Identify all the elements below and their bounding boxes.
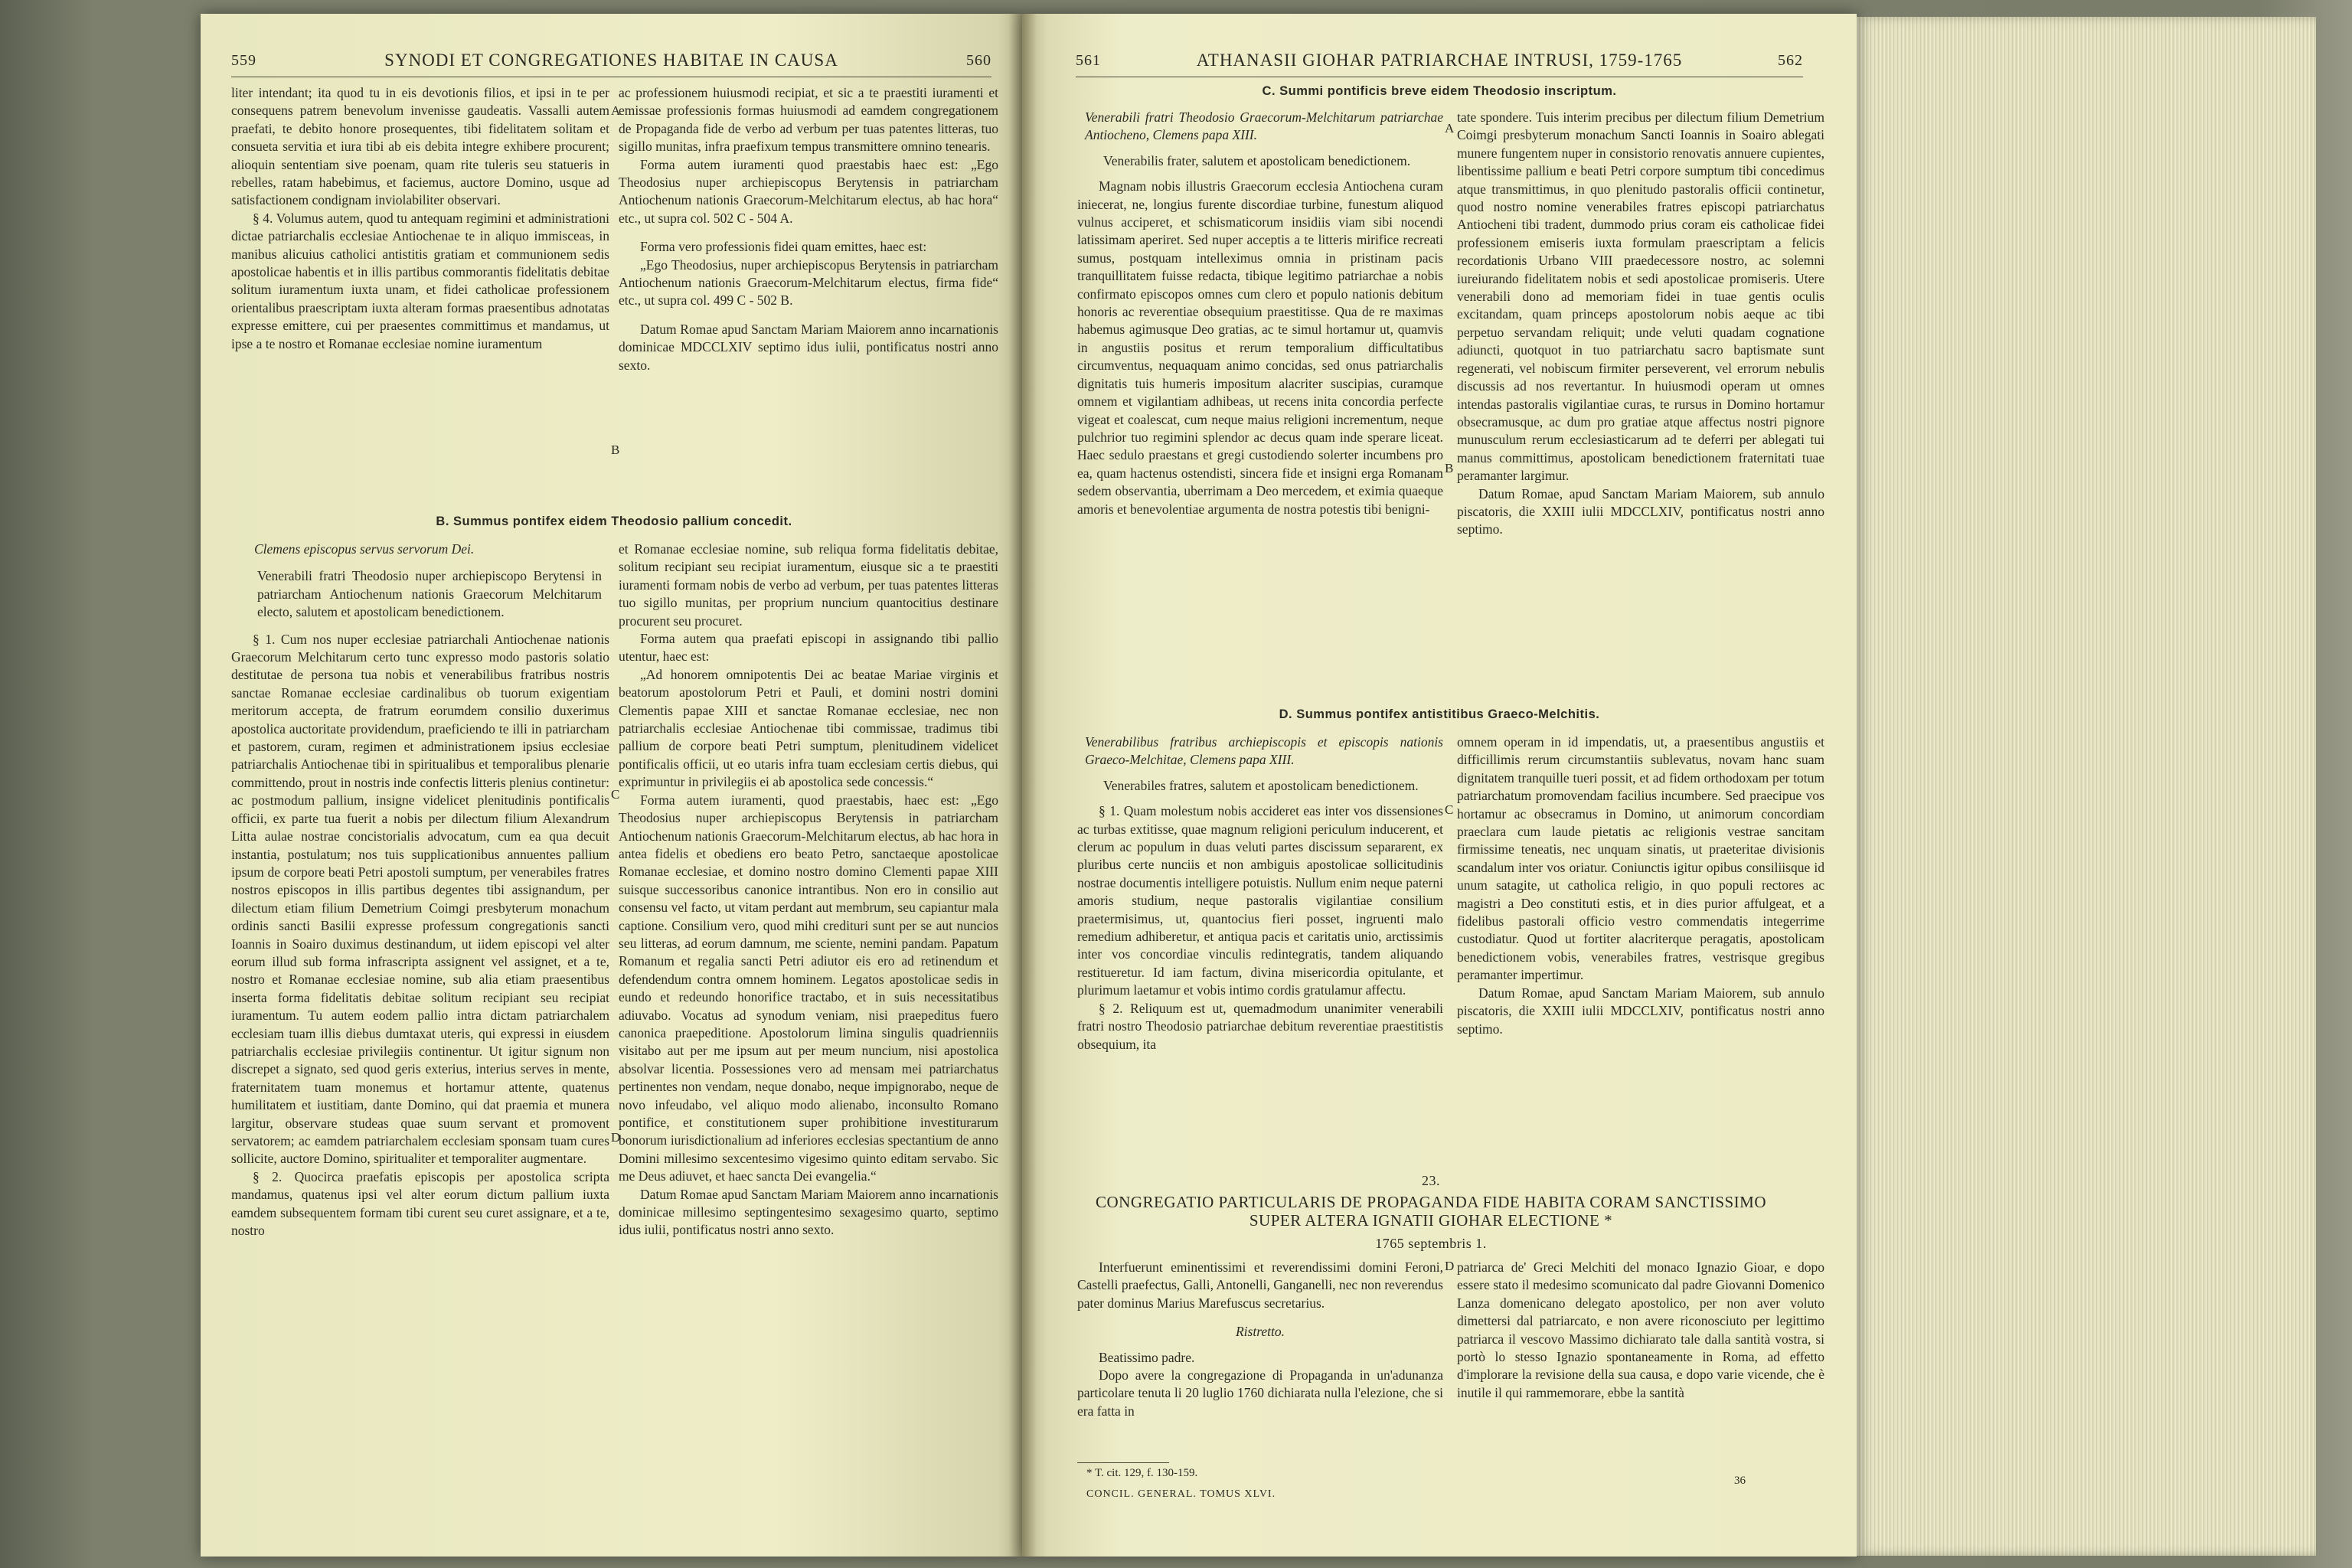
page-number-559: 559 xyxy=(231,52,256,69)
paragraph-attendees: Interfuerunt eminentissimi et reverendissimi domini Feroni, Castelli praefectus, Galli, Antonelli, Ganganelli, nec non reverendus pater dominus Marius Marefuscus secretarius. xyxy=(1077,1259,1443,1311)
salutation-beatissimo: Beatissimo padre. xyxy=(1099,1349,1195,1365)
paragraph: „Ego Theodosius, nuper archiepiscopus Berytensis in patriarcham Antiochenum nationis Graecorum-Melchitarum electus, firma fide“ etc., ut supra col. 499 C - 502 B. xyxy=(619,256,998,309)
section-c-title: C. Summi pontificis breve eidem Theodosio inscriptum. xyxy=(1262,84,1617,98)
section-b-author: Clemens episcopus servus servorum Dei. xyxy=(254,541,475,557)
paragraph: Forma autem qua praefati episcopi in assignando tibi pallio utentur, haec est: xyxy=(619,631,998,665)
date-line: Datum Romae apud Sanctam Mariam Maiorem anno incarnationis dominicae millesimo septingentesimo sexagesimo quarto, septimo idus iulii, pontificatus nostri anno sexto. xyxy=(619,1186,998,1238)
left-column-1-top xyxy=(231,84,609,353)
page-number-561: 561 xyxy=(1076,52,1101,69)
date-line: Datum Romae, apud Sanctam Mariam Maiorem, sub annulo piscatoris, die XXIII iulii MDCCLXIV, pontificatus nostri anno septimo. xyxy=(1457,485,1824,537)
date-line: Datum Romae, apud Sanctam Mariam Maiorem, sub annulo piscatoris, die XXIII iulii MDCCLXIV, pontificatus nostri anno septimo. xyxy=(1457,985,1824,1037)
right-column-2-c xyxy=(1457,109,1824,539)
ristretto-heading: Ristretto. xyxy=(1235,1324,1285,1340)
running-title-right: ATHANASII GIOHAR PATRIARCHAE INTRUSI, 1759-1765 xyxy=(1196,51,1683,70)
section-d-title: D. Summus pontifex antistitibus Graeco-Melchitis. xyxy=(1279,707,1600,721)
paragraph: ac professionem huiusmodi recipiat, et sic a te praestiti iuramenti et emissae professionis formas huiusmodi ad eamdem congregationem de Propaganda fide de verbo ad verbum per tuas patentes litteras, tuo sigillo munitas, infra praefixum tempus transmittere omnino tenearis. xyxy=(619,85,998,155)
date-line: Datum Romae apud Sanctam Mariam Maiorem anno incarnationis dominicae MDCCLXIV septimo idus iulii, pontificatus nostri anno sexto. xyxy=(619,321,998,373)
book-spine-shadow xyxy=(1009,14,1037,1557)
left-page xyxy=(201,14,1022,1557)
paragraph: liter intendant; ita quod tu in eis devotionis filios, et ipsi in te per consequens patrem benevolum invenisse gaudeatis. Vassalli autem praefati, te debito honore prosequentes, tibi fidelitatem solitam et consueta servitia et iura tibi ab eis debita integre exhibere procurent; alioquin sententiam sive poenam, quam rite tuleris seu statueris in rebelles, ratam habebimus, et faciemus, auctore Domino, usque ad satisfactionem condignam inviolabiliter observari. xyxy=(231,85,609,208)
book-page-edges xyxy=(1857,17,2316,1556)
paragraph: Magnam nobis illustris Graecorum ecclesia Antiochena curam iniecerat, ne, longius furente discordiae turbine, funestum aliquod vulnus acciperet, et schismaticorum insidiis viam sibi nocendi latissimam aperiret. Sed nuper acceptis a te litteris mirifice recreati sumus, postquam intelleximus omnia in pristinam pacis tranquillitatem fuisse redacta, tibique legitimo patriarchae a nobis confirmato episcopos omnes cum clero et populo nationis debitum honoris ac reverentiae obsequium praestitisse. Qua de re maximas habemus agimusque Deo gratias, ac te simul hortamur ut, quamvis in angustiis positus et rerum temporalium difficultatibus circumventus, nequaquam animo concidas, sed onus patriarchalis dignitatis tuis humeris impositum alacriter suscipias, curamque omnem et vigilantiam adhibeas, ut recens inita concordia perfecte vigeat et coalescat, cum neque maius religioni incrementum, neque pulchrior tuo regimini splendor ac decus quam inde sperare liceat. Haec sedulo praestans et gregi custodiendo solerter incumbens pro ea, quam hactenus ostendisti, sincera fide et insigni erga Romanam sedem observantia, uberrimam a Deo mercedem, et eximia quaeque amoris et benevolentiae argumenta de nostra potestis tibi benigni- xyxy=(1077,178,1443,517)
paragraph: Forma vero professionis fidei quam emittes, haec est: xyxy=(640,239,927,255)
section-d-salutation: Venerabiles fratres, salutem et apostolicam benedictionem. xyxy=(1103,777,1419,793)
congregation-date: 1765 septembris 1. xyxy=(1375,1236,1487,1251)
right-column-2-d xyxy=(1457,733,1824,1038)
right-column-1-d xyxy=(1077,733,1443,1054)
paragraph: omnem operam in id impendatis, ut, a praesentibus angustiis et difficillimis rerum circumstantiis sublevatus, novam hanc suam dignitatem tranquille tueri possit, et ad fidem orthodoxam per totum patriarchatum promovendam facilius incumbere. Sed praecipue vos hortamur ac obsecramus in Domino, ut animorum concordiam praeclara cum laude pietatis ac religionis vestrae sancitam firmissime teneatis, nec unquam sinatis, ut praeteritae divisionis scandalum inter vos oriatur. Coniunctis igitur opibus consiliisque id unum satagite, ut catholica religio, in quo populi rectores ac magistri a Deo constituti estis, et in dies purior affulgeat, et a fidelibus pastorali officio vestro commendatis integerrime custodiatur. Quod ut fortiter alacriterque peragatis, apostolicam benedictionem vobis, venerabiles fratres, vestrisque gregibus peramanter impertimur. xyxy=(1457,734,1824,983)
congregation-title: CONGREGATIO PARTICULARIS DE PROPAGANDA FIDE HABITA CORAM SANCTISSIMO SUPER ALTERA IGNATII GIOHAR ELECTIONE * xyxy=(1095,1193,1767,1230)
margin-letter-d: D xyxy=(611,1130,621,1145)
section-b-title: B. Summus pontifex eidem Theodosio pallium concedit. xyxy=(436,514,792,528)
right-column-1-e xyxy=(1077,1259,1443,1420)
paragraph: tate spondere. Tuis interim precibus per dilectum filium Demetrium Coimgi presbyterum monachum Sancti Ioannis in Soairo ablegati munere fungentem nuper in consistorio renovatis annuere cupientes, libentissime pallium e beati Petri corpore sumptum tibi concedimus atque transmittimus, in quo plenitudo pastoralis officii continetur, quod nostro nomine venerabiles fratres episcopi patriarchatus Antiocheni tibi tradent, dummodo prius coram eis catholicae fidei professionem emiseris iuxta formulam praescriptam a felicis recordationis Urbano VIII praedecessore nostro, ac solemni iureiurando fidelitatem nobis et sedi apostolicae promiseris. Utere venerabili dono ad memoriam fidei in tuae gentis oculis excitandam, quam princeps apostolorum nobis aeque ac tibi perpetuo servandam reliquit; unde veluti quadam cognatione adiuncti, quotquot in tuo patriarchatu sacro baptismate sunt regenerati, vel nobiscum firmiter perseverent, vel errorum nebulis discussis ad nos revertantur. In huiusmodi operam ut omnes intendas pastoralis vigilantiae curas, te rursus in Domino hortamur obsecramusque, ac dum pro gratiae atque affectus nostri pignore munusculum rerum ecclesiasticarum ad te deferri per ablegati tui manus committimus, apostolicam benedictionem fraternitati tuae peramanter largimur. xyxy=(1457,109,1824,484)
right-column-2-e xyxy=(1457,1259,1824,1402)
paragraph-oath-formula: Forma autem iuramenti, quod praestabis, haec est: „Ego Theodosius nuper archiepiscopus Berytensis in patriarcham Antiochenum nationis Graecorum-Melchitarum electus, ab hac hora in antea fidelis et obediens ero beato Petro, sanctaeque apostolicae Romanae ecclesiae, et domino nostro domino Clementi papae XIII suisque successoribus canonice intrantibus. Non ero in consilio aut consensu vel facto, ut vitam perdant aut membrum, seu capiantur mala captione. Consilium vero, quod mihi crediturі sunt per se aut nuncios seu litteras, ad eorum damnum, me sciente, nemini pandam. Papatum Romanum et regalia sancti Petri adiutor eis ero ad retinendum et defendendum contra omnem hominem. Legatos apostolicae sedis in eundo et redeundo honorifice tractabo, et in suis necessitatibus adiuvabo. Vocatus ad synodum veniam, nisi praepeditus fuero canonica praepeditione. Apostolorum limina singulis quadrienniis visitabo aut per me ipsum aut per meum nuncium, nisi apostolica absolvar licentia. Possessiones vero ad mensam mei patriarchatus pertinentes non vendam, neque donabo, neque impignorabo, neque de novo infeudabo, vel aliquo modo alienabo, inconsulto Romano pontifice, et constitutionem super prohibitione investiturarum bonorum iurisdictionalium ad inferiores ecclesias spectantium de anno Domini millesimo sexcentesimo vigesimo quinto editam servabo. Sic me Deus adiuvet, et haec sancta Dei evangelia.“ xyxy=(619,792,998,1184)
right-page xyxy=(1022,14,1857,1557)
section-b-address: Venerabili fratri Theodosio nuper archiepiscopo Berytensi in patriarcham Antiochenum nationis Graecorum Melchitarum electo, salutem et apostolicam benedictionem. xyxy=(257,568,602,620)
section-d-address: Venerabilibus fratribus archiepiscopis et episcopis nationis Graeco-Melchitae, Clemens papa XIII. xyxy=(1085,734,1443,768)
page-number-560: 560 xyxy=(966,52,991,69)
left-column-2-bottom xyxy=(619,541,998,1240)
footnote-rule xyxy=(1077,1462,1169,1463)
paragraph-section-1: § 1. Cum nos nuper ecclesiae patriarchali Antiochenae nationis Graecorum Melchitarum certo tunc expresso modo pastoris solatio destitutae de persona tua nobis et venerabilibus fratribus nostris sanctae Romanae ecclesiae cardinalibus ob tuorum exigentiam meritorum accepta, de fratrum eorumdem consilio duxerimus apostolica auctoritate providendum, praeficiendo te illi in patriarcham et pastorem, curam, regimen et administrationem ipsius ecclesiae patriarchalis Antiochenae tibi in spiritualibus et temporalibus plenarie committendo, prout in nostris inde confectis litteris plenius continetur: ac postmodum pallium, insigne videlicet plenitudinis pontificalis officii, ex parte tua fuerit a nobis per dilectum filium Alexandrum Litta aulae nostrae concistorialis advocatum, cum ea qua decuit instantia, postulatum; nos tuis supplicationibus annuentes pallium ipsum de corpore beati Petri apostoli sumptum, per venerabiles fratres nostros episcopos in illis partibus degentes tibi assignandum, per dilectum etiam filium Demetrium Coimgi presbyterum monachum ordinis sancti Basilii expresse professum congregationis sancti Ioannis in Soairo duximus destinandum, ut iidem episcopi vel alter eorum illud sub forma infrascripta assignent vel assignet, et a te, nostro et Romanae ecclesiae nomine, sub alia etiam praesentibus inserta forma fidelitatis debitae solitum recipiant seu recipiat iuramentum. Tu autem eodem pallio intra dictam patriarchalem ecclesiam tuam illis diebus dumtaxat uteris, qui expressi in eiusdem patriarchalis ecclesiae privilegiis continentur. Ut igitur signum non discrepet a signato, sed quod geris exterius, interius serves in mente, fraternitatem tuam monemus et hortamur attente, quatenus humilitatem et iustitiam, dante Domino, qui dat praemia et munera largitur, observare studeas quae suum servant et promovent servatorem; ac eamdem patriarchalem ecclesiam sponsam tuam cures sollicite, auctore Domino, spiritualiter et temporaliter augmentare. xyxy=(231,631,609,1167)
margin-letter-a: A xyxy=(1445,121,1455,136)
section-c-address: Venerabili fratri Theodosio Graecorum-Melchitarum patriarchae Antiocheno, Clemens papa XIII. xyxy=(1085,109,1443,143)
right-page-header xyxy=(1076,46,1803,77)
margin-letter-c: C xyxy=(611,787,620,802)
margin-letter-c: C xyxy=(1445,802,1454,817)
paragraph: et Romanae ecclesiae nomine, sub reliqua forma fidelitatis debitae, solitum recipiant seu recipiat iuramentum, eiusque sic a te praestiti iuramenti formam nobis de verbo ad verbum, per tuas patentes litteras tuo sigillo munitas, per proprium nuncium quantocitius destinare procurent seu procuret. xyxy=(619,541,998,629)
margin-letter-b: B xyxy=(1445,461,1454,475)
paragraph-section-1: § 1. Quam molestum nobis accideret eas inter vos dissensiones ac turbas extitisse, quae magnum religioni periculum inducerent, et clerum ac populum in duas veluti partes discissum separarent, ex pluribus certe nunciis et non ambiguis apostolicae sollicitudinis nostrae documentis intelligere potuistis. Nullum enim neque paterni amoris studium, neque pastoralis vigilantiae consilium praetermisimus, ut, quantocius fieri posset, ingruenti malo remedium adhiberetur, et antiqua pacis et caritatis unio, arctissimis inter vos concordiae vinculis redintegratis, tandem aliquando restitueretur. Id iam factum, divina misericordia opitulante, et plurimum laetamur et vobis intimo cordis gratulamur affectu. xyxy=(1077,803,1443,998)
footer-signature: 36 xyxy=(1734,1475,1746,1487)
paragraph: Forma autem iuramenti quod praestabis haec est: „Ego Theodosius nuper archiepiscopus Berytensis in patriarcham Antiochenum nationis Graecorum-Melchitarum electus, ab hac hora“ etc., ut supra col. 502 C - 504 A. xyxy=(619,156,998,226)
section-c-salutation: Venerabilis frater, salutem et apostolicam benedictionem. xyxy=(1103,152,1411,168)
paragraph-section-2: § 2. Quocirca praefatis episcopis per apostolica scripta mandamus, quatenus ipsi vel alter eorum dictum pallium iuxta eamdem subsequentem formam tibi curent seu curet assignare, et a te, nostro xyxy=(231,1168,609,1239)
paragraph: patriarca de' Greci Melchiti del monaco Ignazio Gioar, e dopo essere stato il medesimo scomunicato dal padre Giovanni Domenico Lanza domenicano delegato apostolico, per non aver voluto dimettersi dal patriarcato, e non avere riconosciuto per legittimo patriarca il vescovo Massimo dichiarato tale dalla santità vostra, si portò lo stesso Ignazio spontaneamente in Roma, ad effetto d'implorare la revisione della sua causa, e dopo varie vicende, che è inutile il qui rammemorare, ebbe la santità xyxy=(1457,1259,1824,1400)
margin-letter-d: D xyxy=(1445,1259,1455,1273)
paragraph-section-4: § 4. Volumus autem, quod tu antequam regimini et administrationi dictae patriarchalis ecclesiae Antiochenae te in aliquo immisceas, in manibus alicuius catholici antistitis gratiam et communionem sedis apostolicae habentis et in illis partibus commorantis fidelitatis debitae solitum iuramentum iuxta unam, et fidei catholicae professionem orientalibus praescriptam iuxta alteram formas praesentibus adnotatas expresse emittere, cui per praesentes committimus et mandamus, ut ipse a te nostro et Romanae ecclesiae nomine iuramentum xyxy=(231,210,609,351)
paragraph-section-2: § 2. Reliquum est ut, quemadmodum unanimiter venerabili fratri nostro Theodosio patriarchae debitum reverentiae praestitistis obsequium, ita xyxy=(1077,1000,1443,1052)
page-number-562: 562 xyxy=(1778,52,1803,69)
paragraph: Dopo avere la congregazione di Propaganda in un'adunanza particolare tenuta li 20 luglio 1760 dichiarata nulla l'elezione, che si era fatta in xyxy=(1077,1367,1443,1419)
left-page-header xyxy=(231,46,991,77)
right-column-1-c xyxy=(1077,109,1443,518)
footer-volume: CONCIL. GENERAL. TOMUS XLVI. xyxy=(1086,1488,1276,1500)
margin-letter-a: A xyxy=(611,103,621,118)
paragraph-pallium-formula: „Ad honorem omnipotentis Dei ac beatae Mariae virginis et beatorum apostolorum Petri et Pauli, et domini nostri domini Clementis papae XIII et sanctae Romanae ecclesiae, nec non patriarchalis ecclesiae Antiochenae tibi commissae, tradimus tibi pallium de corpore beati Petri sumptum, plenitudinem videlicet pontificalis officii, ut eo utaris infra tuam ecclesiam certis diebus, qui exprimuntur in privilegiis ei ab apostolica sede concessis.“ xyxy=(619,666,998,790)
running-title-left: SYNODI ET CONGREGATIONES HABITAE IN CAUSA xyxy=(384,51,838,70)
footnote: * T. cit. 129, f. 130-159. xyxy=(1086,1467,1198,1479)
left-column-1-bottom xyxy=(231,541,609,1240)
left-column-2-top xyxy=(619,84,998,374)
document-number: 23. xyxy=(1422,1173,1440,1188)
margin-letter-b: B xyxy=(611,443,620,457)
